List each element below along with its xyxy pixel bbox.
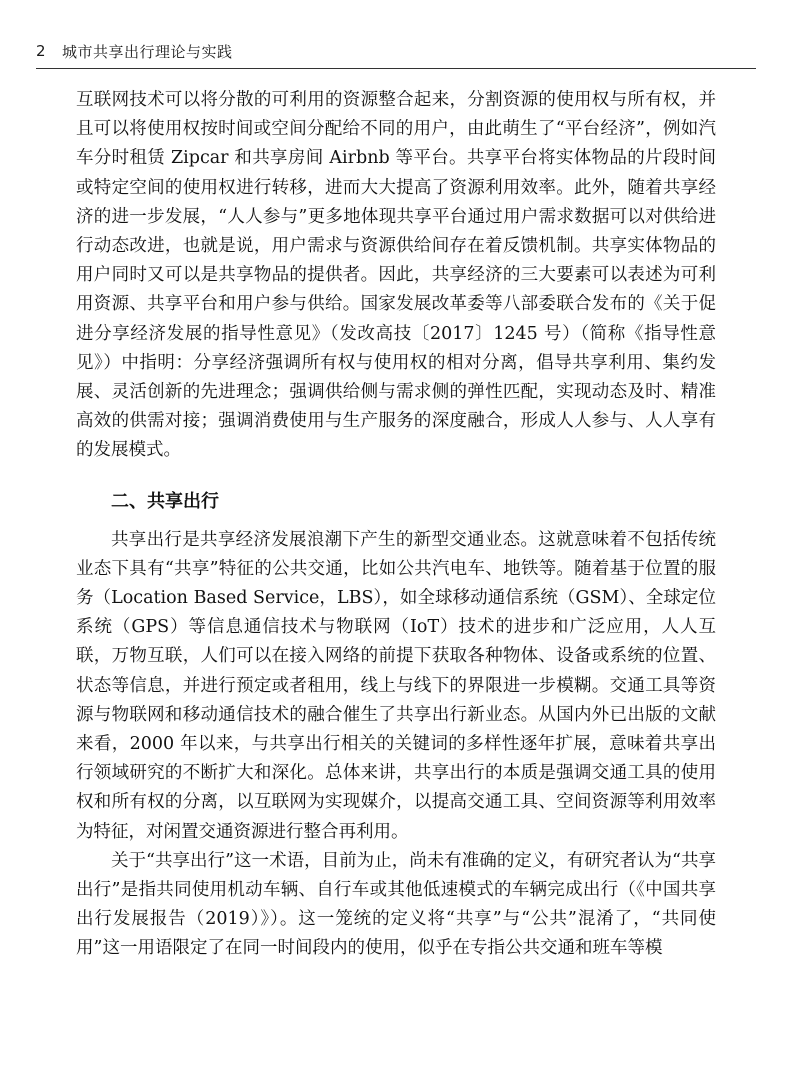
page-number: 2 <box>36 42 46 60</box>
page-body <box>76 86 716 964</box>
book-title: 城市共享出行理论与实践 <box>62 42 233 61</box>
header-rule <box>36 68 756 69</box>
running-header <box>36 40 756 62</box>
paragraph-shared-mobility: 共享出行是共享经济发展浪潮下产生的新型交通业态。这就意味着不包括传统业态下具有“共享”特征的公共交通，比如公共汽电车、地铁等。随着基于位置的服务（Location Based Service，LBS），如全球移动通信系统（GSM）、全球定位系统（GPS）等信息通信技术与物联网（IoT）技术的进步和广泛应用，人人互联，万物互联，人们可以在接入网络的前提下获取各种物体、设备或系统的位置、状态等信息，并进行预定或者租用，线上与线下的界限进一步模糊。交通工具等资源与物联网和移动通信技术的融合催生了共享出行新业态。从国内外已出版的文献来看，2000 年以来，与共享出行相关的关键词的多样性逐年扩展，意味着共享出行领域研究的不断扩大和深化。总体来讲，共享出行的本质是强调交通工具的使用权和所有权的分离，以互联网为实现媒介，以提高交通工具、空间资源等利用效率为特征，对闲置交通资源进行整合再利用。 <box>76 529 716 842</box>
paragraph-platform-economy: 互联网技术可以将分散的可利用的资源整合起来，分割资源的使用权与所有权，并且可以将使用权按时间或空间分配给不同的用户，由此萌生了“平台经济”，例如汽车分时租赁 Zipcar 和共享房间 Airbnb 等平台。共享平台将实体物品的片段时间或特定空间的使用权进行转移，进而大大提高了资源利用效率。此外，随着共享经济的进一步发展，“人人参与”更多地体现共享平台通过用户需求数据可以对供给进行动态改进，也就是说，用户需求与资源供给间存在着反馈机制。共享实体物品的用户同时又可以是共享物品的提供者。因此，共享经济的三大要素可以表述为可利用资源、共享平台和用户参与供给。国家发展改革委等八部委联合发布的《关于促进分享经济发展的指导性意见》（发改高技〔2017〕1245 号）（简称《指导性意见》）中指明：分享经济强调所有权与使用权的相对分离，倡导共享利用、集约发展、灵活创新的先进理念；强调供给侧与需求侧的弹性匹配，实现动态及时、精准高效的供需对接；强调消费使用与生产服务的深度融合，形成人人参与、人人享有的发展模式。 <box>76 90 716 461</box>
paragraph-definition: 关于“共享出行”这一术语，目前为止，尚未有准确的定义，有研究者认为“共享出行”是指共同使用机动车辆、自行车或其他低速模式的车辆完成出行（《中国共享出行发展报告（2019）》）。这一笼统的定义将“共享”与“公共”混淆了，“共同使用”这一用语限定了在同一时间段内的使用，似乎在专指公共交通和班车等模 <box>76 850 716 959</box>
section-heading: 二、共享出行 <box>111 490 219 512</box>
